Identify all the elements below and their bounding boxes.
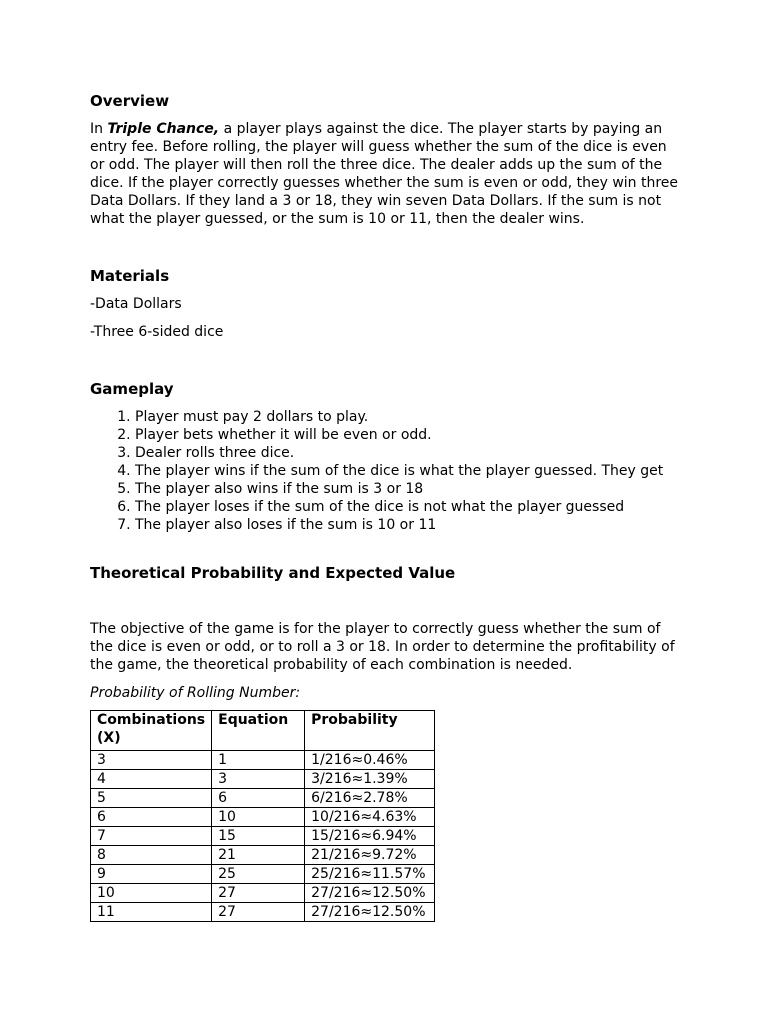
cell-equation: 21: [212, 846, 305, 865]
cell-combination: 9: [91, 865, 212, 884]
objective-paragraph: The objective of the game is for the player to correctly guess whether the sum of the dice is even or odd, or to roll a 3 or 18. In order to determine the profitability of the game, the theoretical probability of each combination is needed.: [90, 621, 675, 673]
cell-combination: 7: [91, 827, 212, 846]
game-name: Triple Chance,: [107, 121, 220, 137]
cell-probability: 6/216≈2.78%: [305, 789, 435, 808]
header-combinations: Combinations (X): [91, 711, 212, 751]
gameplay-step: 2. Player bets whether it will be even or odd.: [135, 426, 680, 444]
table-row: [91, 884, 435, 903]
table-row: [91, 827, 435, 846]
cell-probability: 15/216≈6.94%: [305, 827, 435, 846]
gameplay-step: 7. The player also loses if the sum is 10 or 11: [135, 516, 680, 534]
gameplay-step: 4. The player wins if the sum of the dice is what the player guessed. They get: [135, 462, 680, 480]
gameplay-heading: Gameplay: [90, 380, 174, 398]
table-row: [91, 846, 435, 865]
cell-probability: 21/216≈9.72%: [305, 846, 435, 865]
overview-heading: Overview: [90, 92, 170, 110]
theory-heading: Theoretical Probability and Expected Value: [90, 564, 456, 582]
cell-combination: 10: [91, 884, 212, 903]
cell-combination: 8: [91, 846, 212, 865]
gameplay-step: 1. Player must pay 2 dollars to play.: [135, 408, 680, 426]
cell-equation: 10: [212, 808, 305, 827]
cell-equation: 25: [212, 865, 305, 884]
table-header-row: [91, 711, 435, 751]
materials-heading: Materials: [90, 267, 170, 285]
cell-probability: 1/216≈0.46%: [305, 751, 435, 770]
overview-body: a player plays against the dice. The player starts by paying an entry fee. Before rolling, the player will guess whether the sum of the dice is even or odd. The player will then roll the three dice. The dealer adds up the sum of the dice. If the player correctly guesses whether the sum is even or odd, they win three Data Dollars. If they land a 3 or 18, they win seven Data Dollars. If the sum is not what the player guessed, or the sum is 10 or 11, then the dealer wins.: [90, 121, 679, 227]
cell-combination: 5: [91, 789, 212, 808]
probability-table: [90, 710, 435, 922]
header-equation: Equation: [212, 711, 305, 751]
gameplay-step: 3. Dealer rolls three dice.: [135, 444, 680, 462]
materials-item: -Three 6-sided dice: [90, 324, 224, 340]
cell-combination: 4: [91, 770, 212, 789]
table-row: [91, 789, 435, 808]
document-page: [90, 92, 680, 922]
cell-equation: 27: [212, 903, 305, 922]
table-row: [91, 751, 435, 770]
gameplay-steps-list: [90, 408, 680, 534]
gameplay-step: 5. The player also wins if the sum is 3 or 18: [135, 480, 680, 498]
cell-probability: 27/216≈12.50%: [305, 903, 435, 922]
cell-equation: 1: [212, 751, 305, 770]
table-row: [91, 770, 435, 789]
table-row: [91, 865, 435, 884]
cell-combination: 3: [91, 751, 212, 770]
table-caption: Probability of Rolling Number:: [90, 685, 301, 701]
cell-equation: 27: [212, 884, 305, 903]
cell-probability: 10/216≈4.63%: [305, 808, 435, 827]
cell-probability: 3/216≈1.39%: [305, 770, 435, 789]
cell-combination: 6: [91, 808, 212, 827]
cell-probability: 25/216≈11.57%: [305, 865, 435, 884]
overview-intro-prefix: In: [90, 121, 108, 137]
overview-paragraph: [90, 120, 680, 228]
cell-probability: 27/216≈12.50%: [305, 884, 435, 903]
cell-equation: 15: [212, 827, 305, 846]
cell-combination: 11: [91, 903, 212, 922]
table-row: [91, 808, 435, 827]
materials-item: -Data Dollars: [90, 296, 182, 312]
cell-equation: 3: [212, 770, 305, 789]
header-probability: Probability: [305, 711, 435, 751]
gameplay-step: 6. The player loses if the sum of the dice is not what the player guessed: [135, 498, 680, 516]
table-row: [91, 903, 435, 922]
cell-equation: 6: [212, 789, 305, 808]
